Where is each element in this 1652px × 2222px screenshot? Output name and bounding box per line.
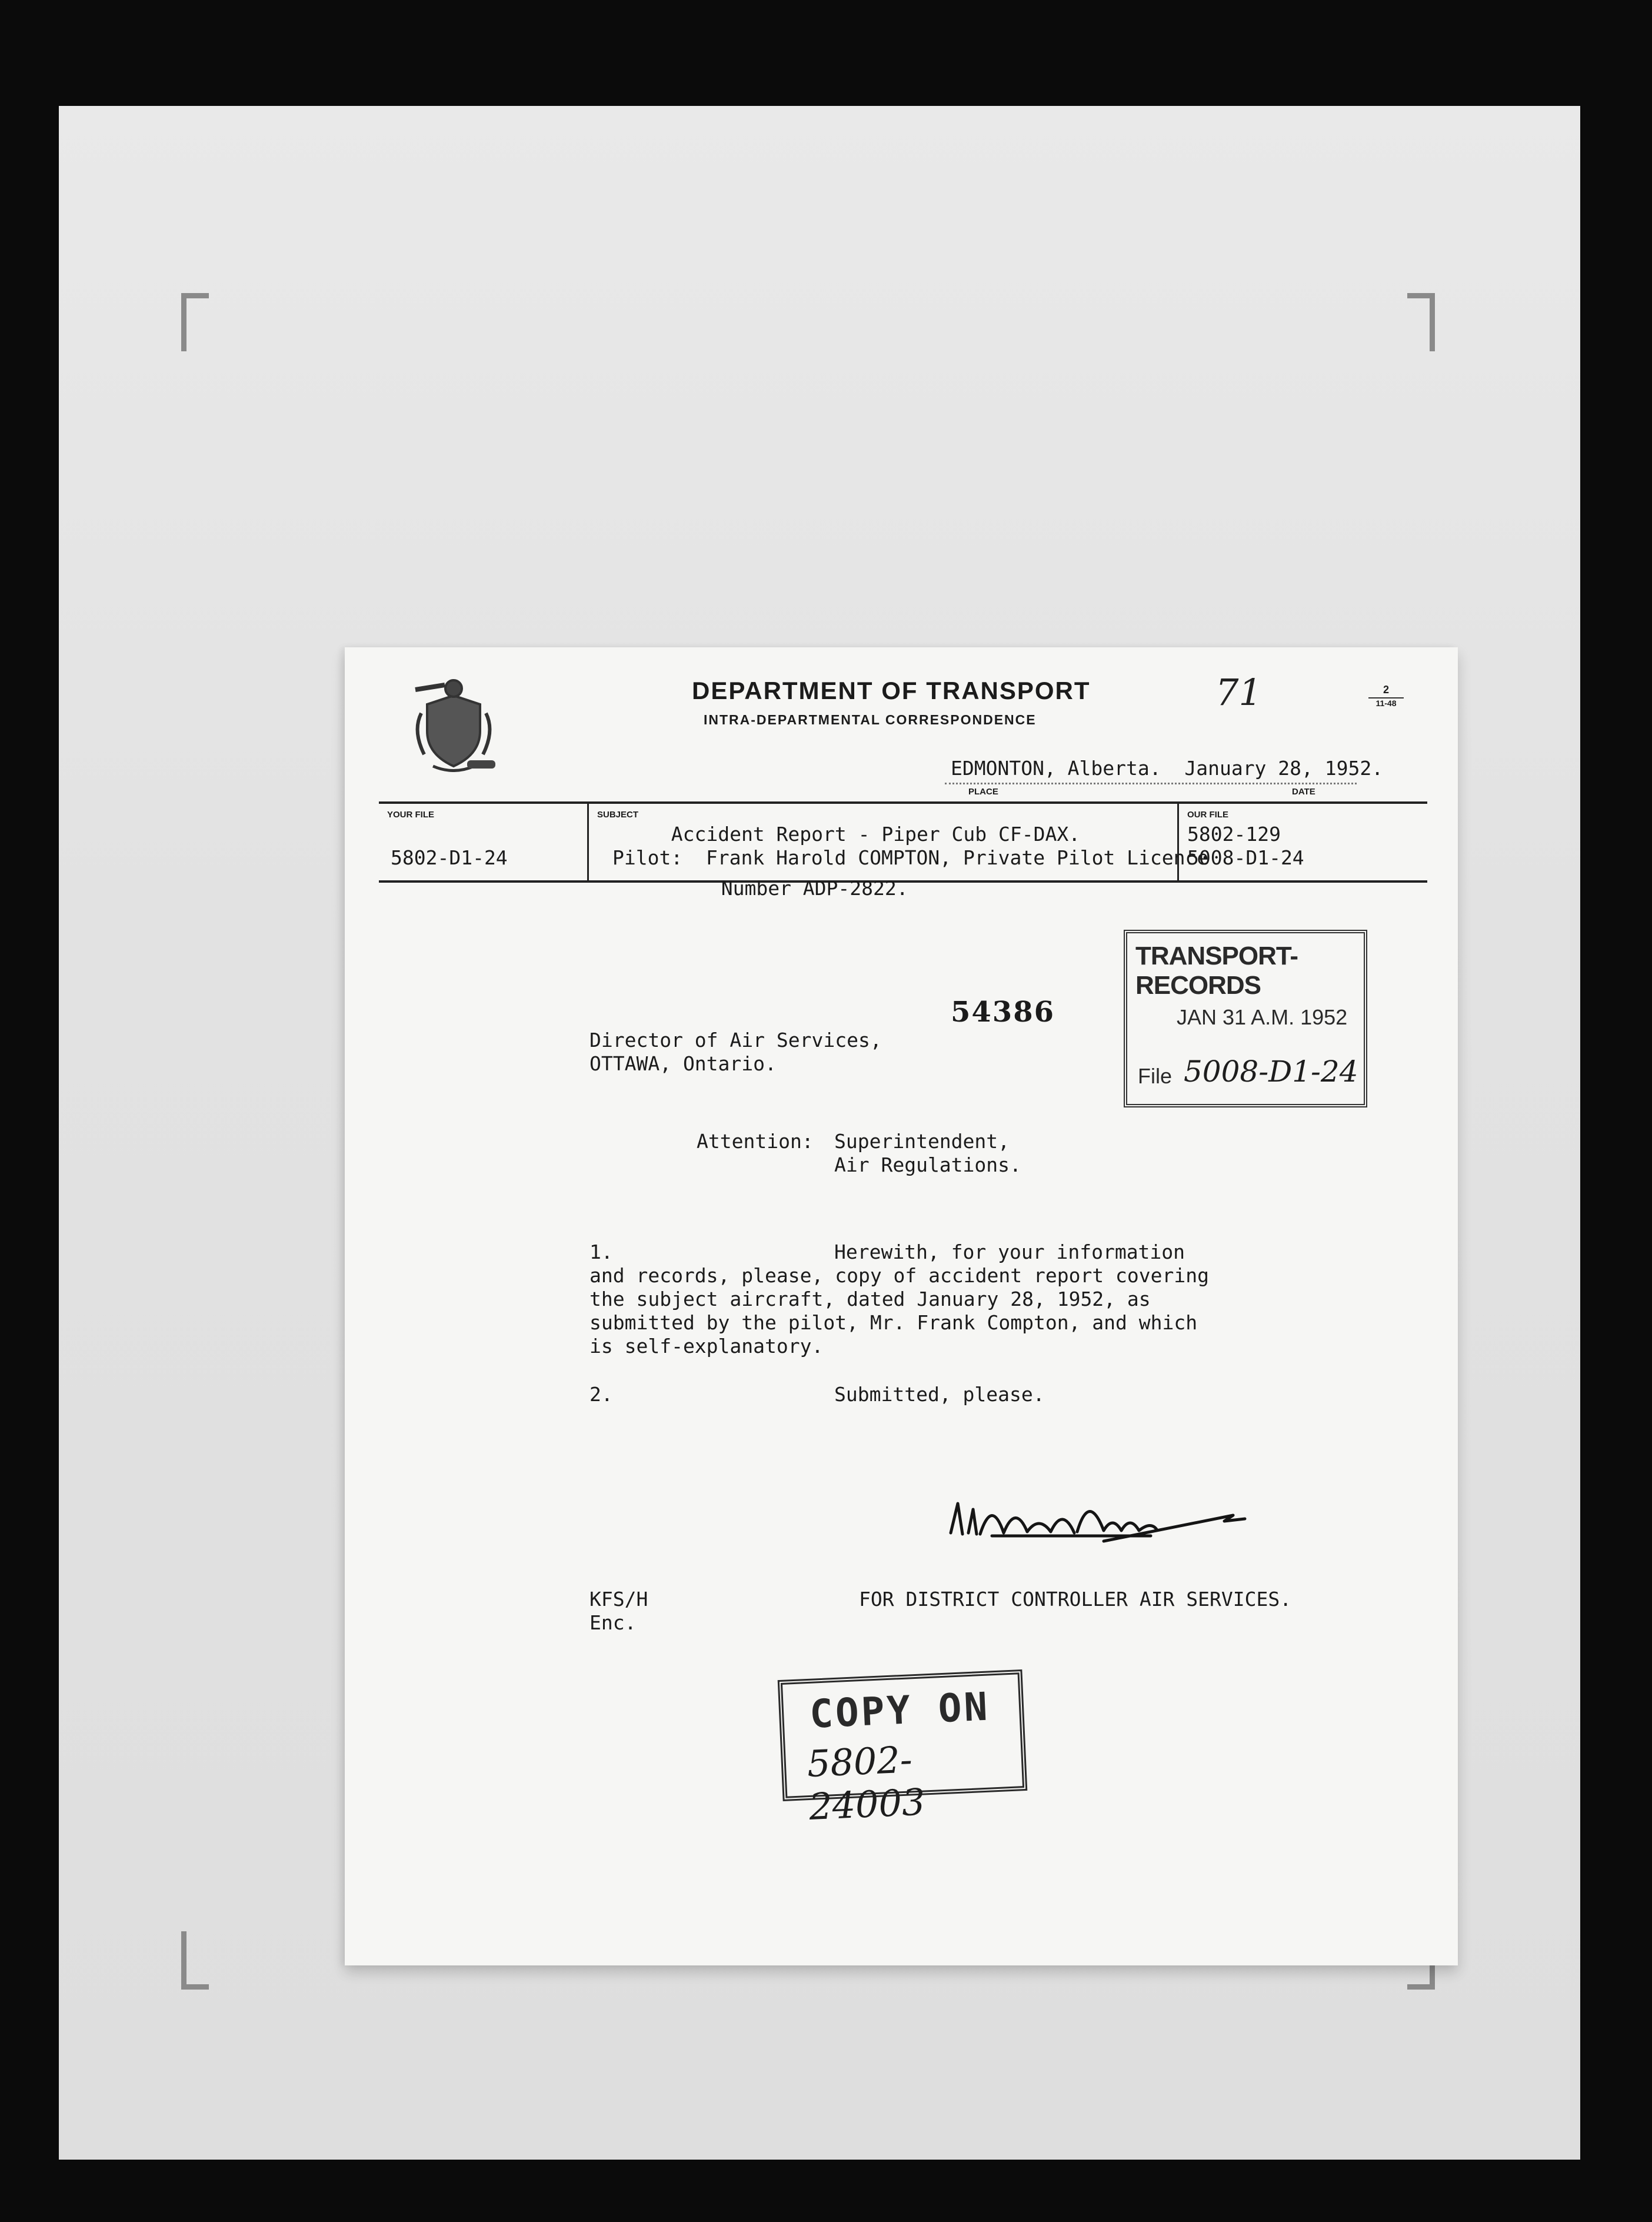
department-subtitle: INTRA-DEPARTMENTAL CORRESPONDENCE [704,712,1037,727]
place-date: EDMONTON, Alberta. January 28, 1952. [951,757,1384,780]
signature-block: FOR DISTRICT CONTROLLER AIR SERVICES. [859,1588,1292,1611]
reference-number: 54386 [951,996,1055,1029]
paragraph-2-number: 2. [589,1383,613,1406]
subject-label: SUBJECT [597,810,639,820]
paragraph-1-line-2: and records, please, copy of accident report covering [589,1264,1209,1287]
paragraph-1-number: 1. [589,1240,613,1263]
paragraph-1-line-5: is self-explanatory. [589,1335,824,1358]
copy-stamp-title: COPY ON [808,1684,991,1737]
our-file-label: OUR FILE [1187,810,1228,820]
our-file-cell [1179,804,1426,880]
copy-on-stamp [778,1669,1028,1829]
your-file-value: 5802-D1-24 [391,846,508,869]
paragraph-2-text: Submitted, please. [834,1383,1045,1406]
handwritten-signature [927,1480,1257,1551]
attention-label: Attention: [697,1130,814,1153]
records-stamp-file-number: 5008-D1-24 [1184,1055,1358,1089]
typist-initials: KFS/H [589,1588,648,1611]
place-label: PLACE [968,787,998,797]
records-stamp-title: TRANSPORT-RECORDS [1135,942,1298,1000]
form-number-date: 11-48 [1375,698,1397,708]
addressee-line-2: OTTAWA, Ontario. [589,1052,777,1075]
file-header-table [379,801,1427,883]
subject-line-3: Number ADP-2822. [698,877,908,900]
your-file-cell [379,804,589,880]
addressee-line-1: Director of Air Services, [589,1029,882,1052]
enclosure-note: Enc. [589,1611,637,1634]
coat-of-arms-icon [409,672,498,772]
paragraph-1-line-1: Herewith, for your information [834,1240,1185,1263]
paragraph-1-line-4: submitted by the pilot, Mr. Frank Compton, and which [589,1311,1198,1334]
our-file-value-2: 5008-D1-24 [1187,846,1304,869]
place-date-rule [945,783,1357,784]
your-file-label: YOUR FILE [387,810,435,820]
date-label: DATE [1292,787,1315,797]
records-stamp-file-label: File [1138,1064,1173,1088]
attention-line-1: Superintendent, [834,1130,1010,1153]
crop-mark-top-left [181,293,209,351]
copy-stamp-file-number: 5802-24003 [806,1738,926,1829]
records-stamp-date: JAN 31 A.M. 1952 [1177,1005,1348,1029]
paragraph-1-line-3: the subject aircraft, dated January 28, 1952, as [589,1288,1151,1310]
crop-mark-bottom-left [181,1931,209,1990]
subject-line-2: Pilot: Frank Harold COMPTON, Private Pilot Licence [612,846,1209,869]
form-number [1368,684,1404,708]
transport-records-stamp [1124,930,1367,1107]
memo-sheet [345,647,1458,1965]
photo-mount [59,106,1580,2160]
handwritten-number: 71 [1215,671,1262,714]
attention-line-2: Air Regulations. [834,1153,1021,1176]
our-file-value-1: 5802-129 [1187,823,1281,846]
crop-mark-top-right [1407,293,1435,351]
form-number-value: 2 [1368,684,1404,698]
department-title: DEPARTMENT OF TRANSPORT [692,677,1091,704]
subject-line-1: Accident Report - Piper Cub CF-DAX. [648,823,1081,846]
